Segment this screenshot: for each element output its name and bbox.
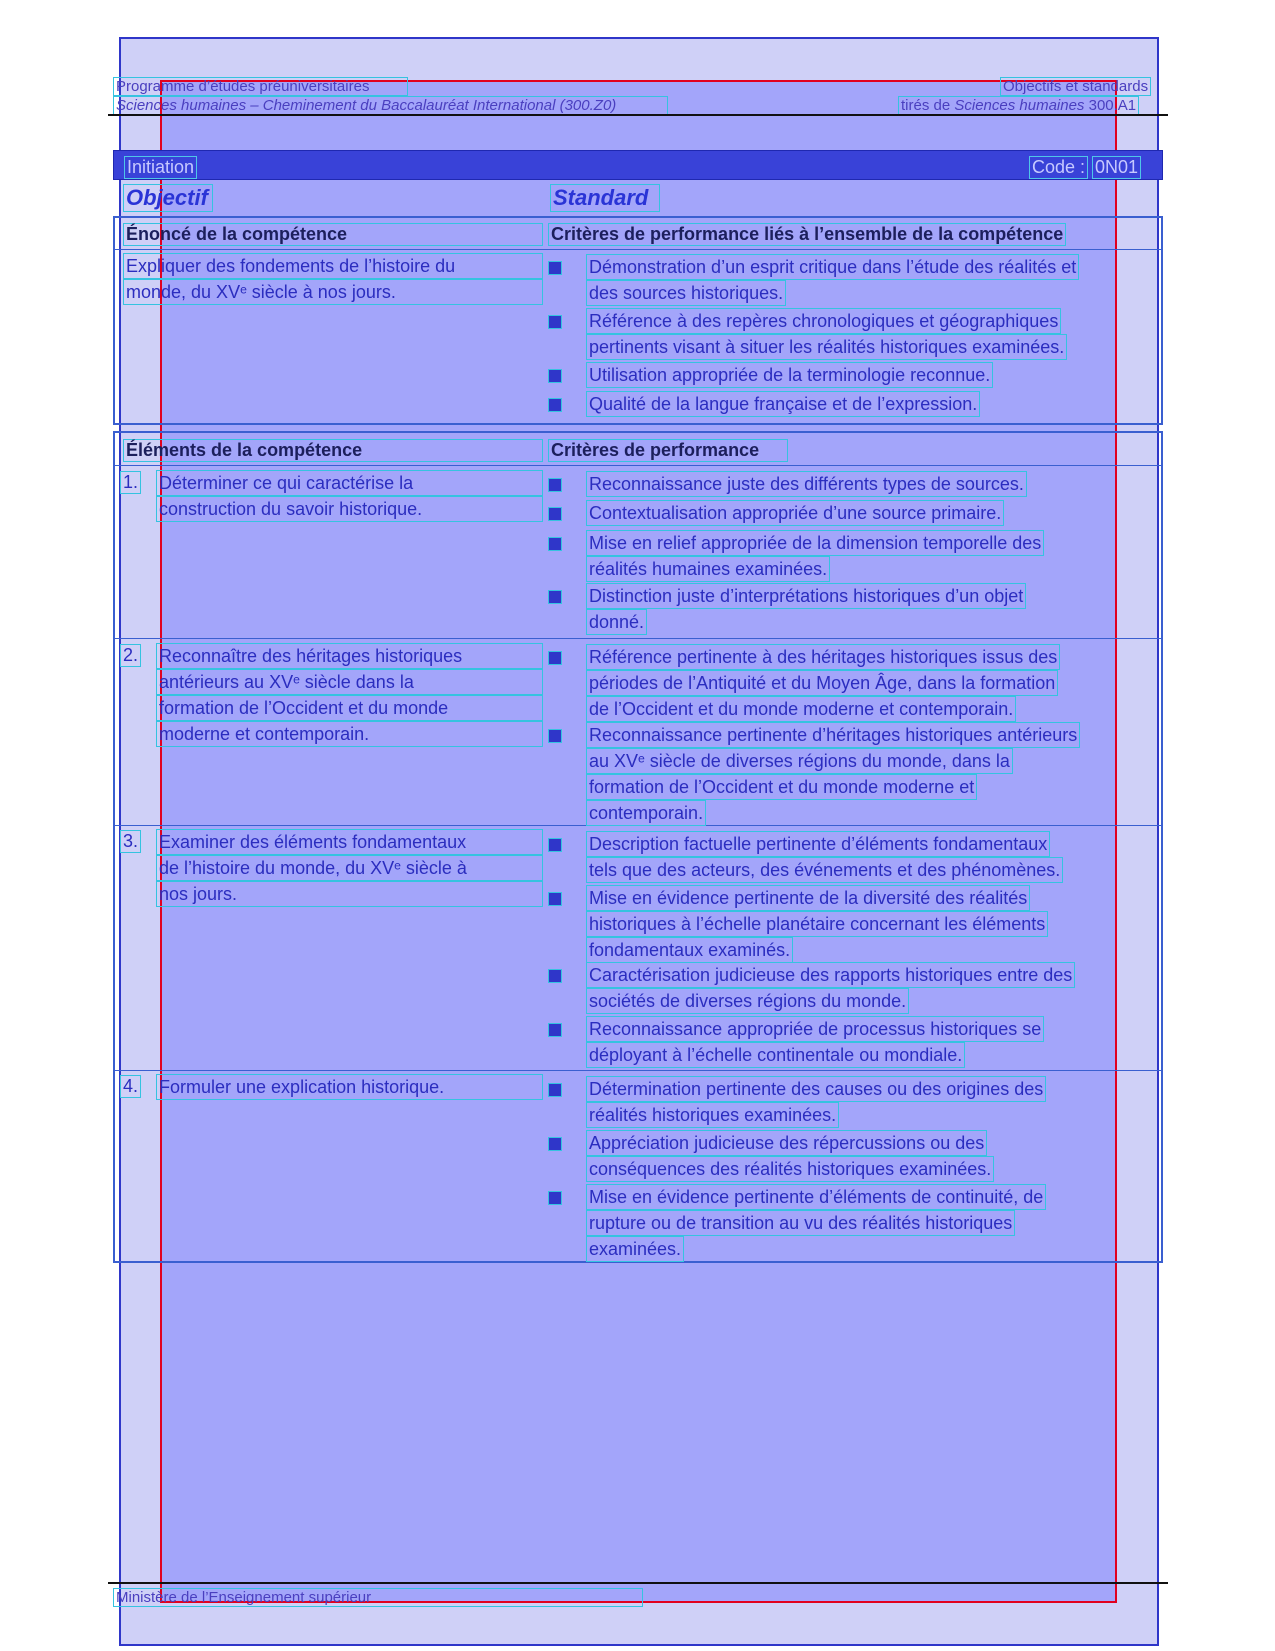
band-code-value: 0N01 <box>1092 156 1141 179</box>
element-number: 3. <box>120 830 141 853</box>
bullet-icon <box>548 1023 562 1037</box>
header-rule <box>108 114 1168 116</box>
bullet-icon <box>548 315 562 329</box>
criteres-ensemble-header: Critères de performance liés à l’ensemble de la compétence <box>548 223 1066 246</box>
criterion: Reconnaissance pertinente d’héritages historiques antérieurs au XVᵉ siècle de diverses régions du monde, dans la formation de l’Occident et du monde moderne et contemporain. <box>586 722 1146 826</box>
criterion: Contextualisation appropriée d’une source primaire. <box>586 500 1146 526</box>
bullet-icon <box>548 369 562 383</box>
bullet-icon <box>548 1191 562 1205</box>
criterion: Mise en évidence pertinente de la diversité des réalités historiques à l’échelle planétaire concernant les éléments fondamentaux examinés. <box>586 885 1146 963</box>
header-source-italic: Sciences humaines <box>954 97 1085 114</box>
criterion: Description factuelle pertinente d’éléments fondamentaux tels que des acteurs, des événements et des phénomènes. <box>586 831 1146 883</box>
element-text: Examiner des éléments fondamentaux de l’histoire du monde, du XVᵉ siècle à nos jours. <box>156 829 543 907</box>
bullet-icon <box>548 729 562 743</box>
criterion: Qualité de la langue française et de l’expression. <box>586 391 1146 417</box>
title-band <box>113 150 1163 180</box>
enonce-line: Expliquer des fondements de l’histoire du <box>123 253 543 279</box>
element-number: 1. <box>120 471 141 494</box>
element-text: Formuler une explication historique. <box>156 1074 543 1100</box>
footer-rule <box>108 1582 1168 1584</box>
element-text: Reconnaître des héritages historiques antérieurs au XVᵉ siècle dans la formation de l’Occident et du monde moderne et contemporain. <box>156 643 543 747</box>
header-source-post: 300.A1 <box>1084 97 1137 114</box>
bullet-icon <box>548 590 562 604</box>
element-text: Déterminer ce qui caractérise la construction du savoir historique. <box>156 470 543 522</box>
criterion: Utilisation appropriée de la terminologie reconnue. <box>586 362 1146 388</box>
criterion: Démonstration d’un esprit critique dans l’étude des réalités et des sources historiques. <box>586 254 1146 306</box>
criterion: Distinction juste d’interprétations historiques d’un objet donné. <box>586 583 1146 635</box>
criterion: Reconnaissance juste des différents types de sources. <box>586 471 1146 497</box>
band-title: Initiation <box>124 156 197 179</box>
element-number: 2. <box>120 644 141 667</box>
element-number: 4. <box>120 1075 141 1098</box>
bullet-icon <box>548 1137 562 1151</box>
criterion: Mise en relief appropriée de la dimension temporelle des réalités humaines examinées. <box>586 530 1146 582</box>
bullet-icon <box>548 892 562 906</box>
bullet-icon <box>548 651 562 665</box>
bullet-icon <box>548 1083 562 1097</box>
objectif-title: Objectif <box>123 184 213 212</box>
band-code-label: Code : <box>1029 156 1088 179</box>
criterion: Caractérisation judicieuse des rapports historiques entre des sociétés de diverses régions du monde. <box>586 962 1146 1014</box>
bullet-icon <box>548 261 562 275</box>
bullet-icon <box>548 537 562 551</box>
element-sep-3 <box>115 1070 1161 1071</box>
criterion: Reconnaissance appropriée de processus historiques se déployant à l’échelle continentale ou mondiale. <box>586 1016 1146 1068</box>
competence-header-sep <box>115 249 1161 250</box>
criterion: Référence pertinente à des héritages historiques issus des périodes de l’Antiquité et du Moyen Âge, dans la formation de l’Occident et du monde moderne et contemporain. <box>586 644 1146 722</box>
criterion: Détermination pertinente des causes ou des origines des réalités historiques examinées. <box>586 1076 1146 1128</box>
criteres-header: Critères de performance <box>548 439 788 462</box>
bullet-icon <box>548 507 562 521</box>
bullet-icon <box>548 969 562 983</box>
bullet-icon <box>548 838 562 852</box>
header-source <box>898 96 1139 115</box>
standard-title: Standard <box>550 184 660 212</box>
header-objectifs: Objectifs et standards <box>1000 77 1151 96</box>
header-subtitle: Sciences humaines – Cheminement du Baccalauréat International (300.Z0) <box>113 96 668 115</box>
criterion: Référence à des repères chronologiques et géographiques pertinents visant à situer les réalités historiques examinées. <box>586 308 1146 360</box>
enonce-text <box>123 253 543 305</box>
bullet-icon <box>548 398 562 412</box>
criterion: Mise en évidence pertinente d’éléments de continuité, de rupture ou de transition au vu des réalités historiques examinées. <box>586 1184 1146 1262</box>
element-sep-1 <box>115 638 1161 639</box>
criterion: Appréciation judicieuse des répercussions ou des conséquences des réalités historiques examinées. <box>586 1130 1146 1182</box>
header-source-pre: tirés de <box>901 97 955 114</box>
bullet-icon <box>548 478 562 492</box>
footer-ministry: Ministère de l’Enseignement supérieur <box>113 1588 643 1607</box>
elements-header: Éléments de la compétence <box>123 439 543 462</box>
enonce-line: monde, du XVᵉ siècle à nos jours. <box>123 279 543 305</box>
header-program: Programme d’études préuniversitaires <box>113 77 408 96</box>
elements-header-sep <box>115 465 1161 466</box>
enonce-header: Énoncé de la compétence <box>123 223 543 246</box>
